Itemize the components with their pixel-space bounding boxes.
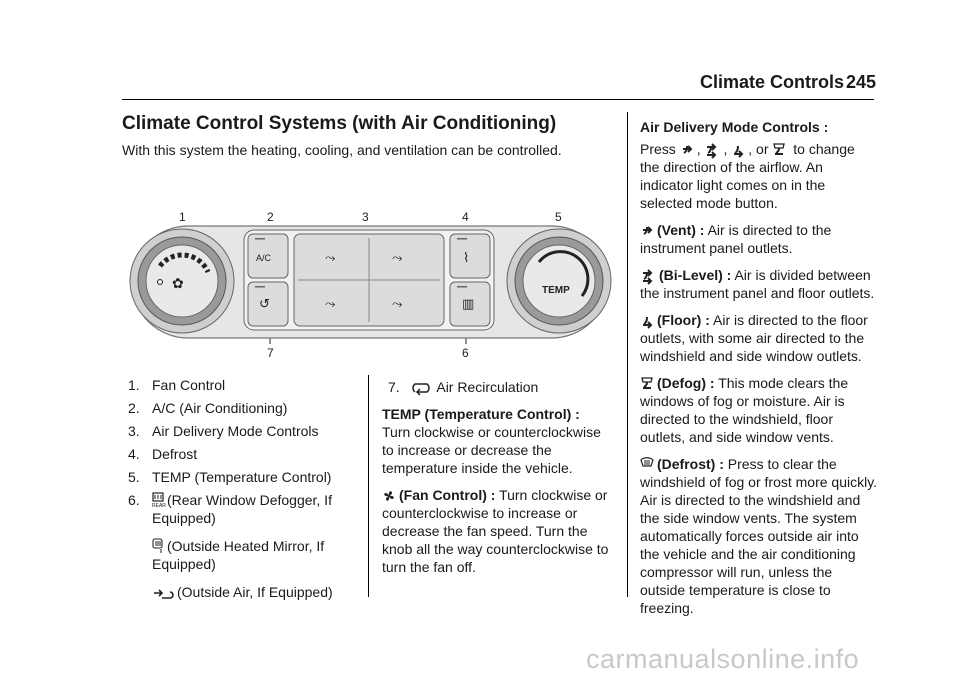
callout-7: 7 <box>267 346 274 360</box>
callout-5: 5 <box>555 210 562 224</box>
callout-2: 2 <box>267 210 274 224</box>
vent-mode-icon <box>640 222 654 238</box>
floor-description: (Floor) : Air is directed to the floor outlets, with some air directed to the windshield and side window outlets. <box>640 312 868 364</box>
column-divider-left <box>368 375 369 597</box>
list-item: 5. TEMP (Temperature Control) <box>128 469 332 485</box>
rear-defogger-icon <box>152 492 164 508</box>
defog-mode-icon <box>640 375 654 391</box>
list-item: 3. Air Delivery Mode Controls <box>128 423 319 439</box>
air-delivery-intro: Press , , , or to change the direction of the airflow. An indicator light comes on in the selected mode button. <box>640 141 855 211</box>
climate-control-panel-figure <box>122 180 616 365</box>
callout-6: 6 <box>462 346 469 360</box>
svg-text:A/C: A/C <box>256 253 272 263</box>
recirculation-icon <box>411 381 433 395</box>
svg-text:⤳: ⤳ <box>392 251 403 266</box>
column-divider-right <box>627 112 628 597</box>
watermark: carmanualsonline.info <box>586 644 860 674</box>
vent-description: (Vent) : Air is directed to the instrument panel outlets. <box>640 222 832 256</box>
svg-text:✿: ✿ <box>172 276 184 292</box>
heated-mirror-icon <box>152 538 164 554</box>
svg-text:⤳: ⤳ <box>392 297 403 312</box>
list-item: 4. Defrost <box>128 446 198 462</box>
svg-text:⌇: ⌇ <box>463 251 470 266</box>
defog-description: (Defog) : This mode clears the windows of fog or moisture. Air is directed to the windshield, floor outlets, and side window vents. <box>640 375 849 445</box>
vent-mode-icon <box>680 141 694 157</box>
right-column <box>640 118 878 626</box>
bilevel-mode-icon <box>640 267 656 283</box>
svg-text:⤳: ⤳ <box>325 251 336 266</box>
defrost-description: (Defrost) : Press to clear the windshield of fog or frost more quickly. Air is directed to the windshield and the side window vents. The system automatically forces outside air into the vehicle and the air conditioning compressor will run, unless the outside temperature is close to freezing. <box>640 456 878 616</box>
callout-3: 3 <box>362 210 369 224</box>
svg-text:↺: ↺ <box>259 297 270 312</box>
list-item: (Outside Air, If Equipped) <box>122 583 358 601</box>
defrost-icon <box>640 456 654 472</box>
air-delivery-title: Air Delivery Mode Controls : <box>640 119 829 135</box>
svg-text:REAR: REAR <box>152 503 166 509</box>
callout-4: 4 <box>462 210 469 224</box>
defog-mode-icon <box>772 141 786 157</box>
middle-column <box>382 378 610 585</box>
callout-legend-list <box>122 376 358 606</box>
header-rule <box>122 99 874 100</box>
list-item: (Outside Heated Mirror, If Equipped) <box>152 538 325 572</box>
list-item: 6. REAR (Rear Window Defogger, If Equipped) <box>128 492 332 526</box>
svg-text:⤳: ⤳ <box>325 297 336 312</box>
intro-paragraph: With this system the heating, cooling, and ventilation can be controlled. <box>122 142 562 158</box>
list-item-7: 7. Air Recirculation <box>388 379 539 395</box>
fan-control-knob <box>130 229 234 333</box>
running-header-section: Climate Controls <box>700 72 845 92</box>
floor-mode-icon <box>731 141 745 157</box>
fan-description: (Fan Control) : Turn clockwise or counterclockwise to increase or decrease the fan speed. Turn the knob all the way counterclockwise to turn the fan off. <box>382 487 609 575</box>
bilevel-mode-icon <box>704 141 720 157</box>
list-item: 2. A/C (Air Conditioning) <box>128 400 288 416</box>
section-heading: Climate Control Systems (with Air Conditioning) <box>122 113 557 134</box>
callout-1: 1 <box>179 210 186 224</box>
svg-text:▥: ▥ <box>462 297 475 312</box>
list-item: 1. Fan Control <box>128 377 226 393</box>
bilevel-description: (Bi-Level) : Air is divided between the instrument panel and floor outlets. <box>640 267 875 301</box>
temp-knob-label: TEMP <box>542 285 570 296</box>
floor-mode-icon <box>640 312 654 328</box>
temp-description: TEMP (Temperature Control) : Turn clockwise or counterclockwise to increase or decrease the temperature inside the vehicle. <box>382 406 601 476</box>
outside-air-icon <box>152 586 174 600</box>
defrost-button <box>450 234 490 278</box>
temp-control-knob <box>507 229 611 333</box>
fan-icon <box>382 489 396 503</box>
page-number: 245 <box>846 72 877 92</box>
